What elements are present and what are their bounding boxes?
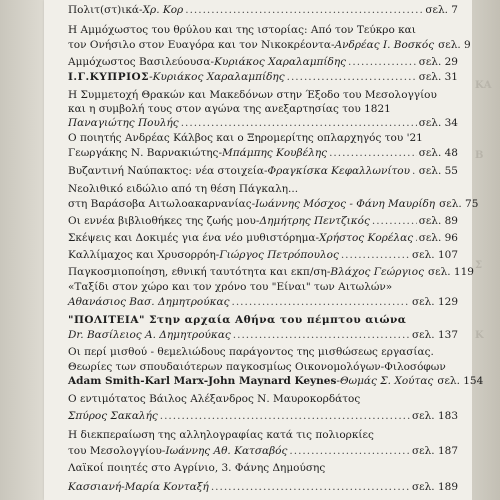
- toc-entry: του Μεσολογγίου - Ιωάννης Αθ. Κατσαβός ..... σελ. 187: [68, 445, 458, 458]
- toc-entry: Η διεκπεραίωση της αλληλογραφίας κατά τις πολιορκίες: [68, 429, 374, 441]
- toc-entry: Παγκοσμιοποίηση, εθνική ταυτότητα και εκπ/ση - Βλάχος Γεώργιος σελ. 119: [68, 266, 474, 278]
- toc-entry: και η συμβολή τους στον αγώνα της ανεξαρτησίας του 1821: [68, 103, 391, 115]
- toc-entry: Αμμόχωστος Βασιλεύουσα - Κυριάκος Χαραλαμπίδης ..... σελ. 29: [68, 56, 458, 69]
- toc-entry: Κασσιανή - Μαρία Κονταξή ..... σελ. 189: [68, 481, 458, 494]
- toc-entry: Καλλίμαχος και Χρυσορρόη - Γιώργος Πετρόπουλος ..... σελ. 107: [68, 249, 458, 262]
- toc-entry: Πολιτ(στ)ικά - Χρ. Κορ ..... σελ. 7: [68, 4, 458, 17]
- toc-entry: Νεολιθικό ειδώλιο από τη θέση Πάγκαλη...: [68, 183, 299, 195]
- toc-entry: "ΠΟΛΙΤΕΙΑ" Στην αρχαία Αθήνα του πέμπτου αιώνα: [68, 314, 407, 326]
- toc-entry: Η Αμμόχωστος του θρύλου και της ιστορίας: Από τον Τεύκρο και: [68, 24, 416, 36]
- toc-entry: τον Ονήσιλο στον Ευαγόρα και τον Νικοκρέοντα - Ανδρέας Ι. Βοσκός σελ. 9: [68, 39, 471, 51]
- toc-entry: Γεωργάκης Ν. Βαρνακιώτης - Μπάμπης Κουβέλης ..... σελ. 48: [68, 147, 458, 160]
- toc-entry: Λαϊκοί ποιητές στο Αγρίνιο, 3. Φάνης Δημούσης: [68, 462, 326, 474]
- toc-entry: Θεωρίες των σπουδαιότερων παγκοσμίως Οικονομολόγων-Φιλοσόφων: [68, 361, 446, 373]
- next-page-edge: ΚΑ Β Σ Κ: [472, 0, 500, 500]
- toc-entry: Ο εντιμότατος Βάιλος Αλέξανδρος Ν. Μαυροκορδάτος: [68, 393, 361, 405]
- toc-entry: Ι.Γ.ΚΥΠΡΙΟΣ - Κυριάκος Χαραλαμπίδης ..... σελ. 31: [68, 71, 458, 84]
- toc-entry: Οι εννέα βιβλιοθήκες της ζωής μου - Δημήτρης Πεντζικός ..... σελ. 89: [68, 215, 458, 228]
- toc-entry: «Ταξίδι στον χώρο και τον χρόνο του "Είναι" των Αιτωλών»: [68, 281, 393, 293]
- toc-entry: στη Βαράσοβα Αιτωλοακαρνανίας - Ιωάννης Μόσχος - Φάνη Μαυρίδη σελ. 75: [68, 198, 479, 210]
- toc-entry: Σπύρος Σακαλής ..... σελ. 183: [68, 410, 458, 423]
- toc-entry: Σκέψεις και Δοκιμές για ένα νέο μυθιστόρημα - Χρήστος Κορέλας ..... σελ. 96: [68, 232, 458, 245]
- toc-entry: Adam Smith-Karl Marx-John Maynard Keynes - Θωμάς Σ. Χούτας σελ. 154: [68, 375, 484, 387]
- toc-entry: Αθανάσιος Βασ. Δημητρούκας ..... σελ. 129: [68, 296, 458, 309]
- left-shadow: [0, 0, 44, 500]
- toc-entry: Dr. Βασίλειος Α. Δημητρούκας ..... σελ. 137: [68, 329, 458, 342]
- toc-entry: Οι περί μισθού - θεμελιώδους παράγοντος της μισθώσεως εργασίας.: [68, 346, 434, 358]
- toc-entry: Παναγιώτης Πουλής ..... σελ. 34: [68, 117, 458, 130]
- toc-entry: Βυζαντινή Ναύπακτος: νέα στοιχεία - Φραγκίσκα Κεφαλλωνίτου ..... σελ. 55: [68, 165, 458, 178]
- toc-entry: Η Συμμετοχή Θρακών και Μακεδόνων στην Έξοδο του Μεσολογγίου: [68, 89, 437, 101]
- toc-entry: Ο ποιητής Ανδρέας Κάλβος και ο Ξηρομερίτης οπλαρχηγός του '21: [68, 132, 423, 144]
